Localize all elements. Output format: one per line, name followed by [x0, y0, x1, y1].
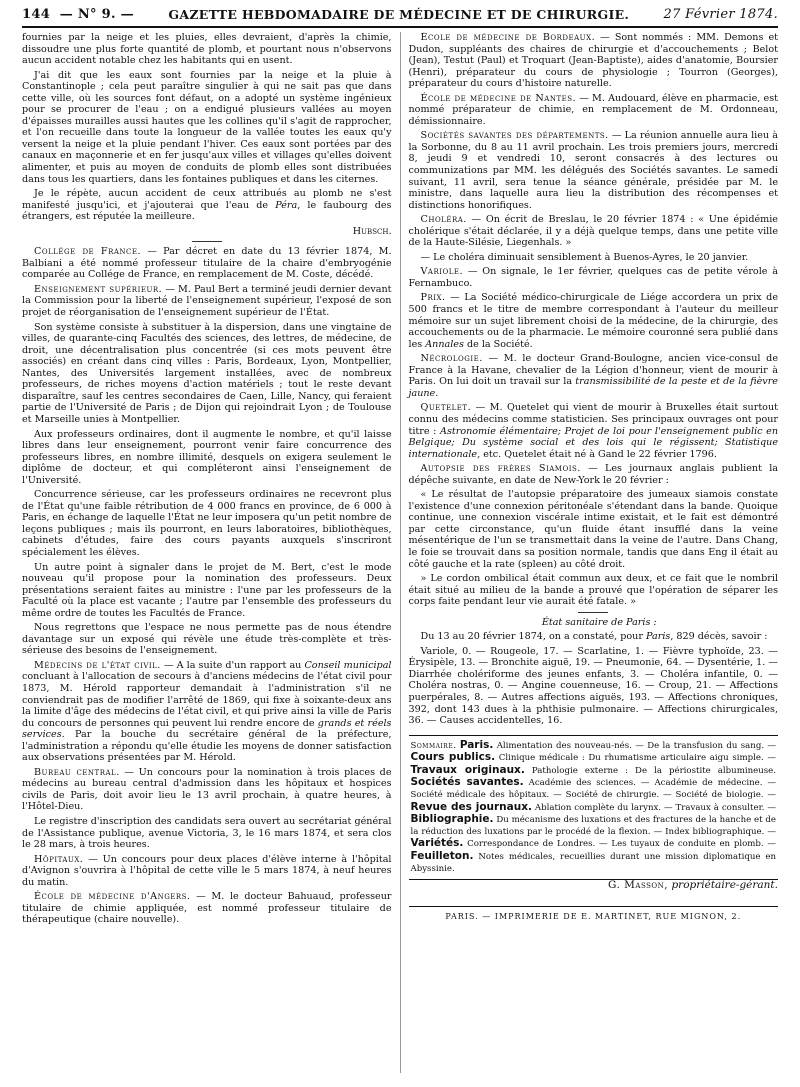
news-college-de-france: Collége de France. — Par décret en date du 13 février 1874, M. Balbiani a été nommé professeur titulaire de la chaire d'embryogénie comparée au Collége de France, en remplacement de M. Coste, décédé. [22, 246, 392, 281]
header-left [22, 7, 134, 22]
news-prix: Prix. — La Société médico-chirurgicale de Liége accordera un prix de 500 francs et le titre de membre correspondant à l'auteur du meilleur mémoire sur un sujet librement choisi de la médecine, de la chirurgie, des accouchements ou de la pharmacie. Le mémoire couronné sera publié dans les Annales de la Société. [408, 292, 778, 350]
section-heading: Bureau central. [34, 766, 120, 778]
paragraph: Concurrence sérieuse, car les professeurs ordinaires ne recevront plus de l'État qu'une faible rétribution de 4 000 francs en province, de 6 000 à Paris, en échange de laquelle l'État ne leur imposera qu'un petit nombre de leçons publiques ; mais ils pourront, en leurs laboratoires, bibliothèques, cabinets d'études, faire des cours payants auxquels s'inscriront spécialement les élèves. [22, 489, 392, 558]
paragraph: J'ai dit que les eaux sont fournies par la neige et la pluie à Constantinople ; cela peut paraître singulier à qui ne sait pas que dans cette ville, où les sources font défaut, on a adopté un système ingénieux pour se procurer de l'eau ; on a endigué plusieurs vallées au moyen d'épaisses murailles aussi hautes que les collines qu'il s'agit de rapprocher, et l'on recueille dans toute la longueur de la vallée toutes les eaux qu'y versent la neige et la pluie pendant l'hiver. Ces eaux sont portées par des canaux en maçonnerie et en fer jusqu'aux villes et villages qu'elles doivent alimenter, et puis au moyen de conduits de plomb elles sont distribuées dans tous les quartiers, dans les fontaines publiques et dans les citernes. [22, 69, 392, 185]
section-heading: Enseignement supérieur. [34, 283, 163, 295]
paragraph: Le registre d'inscription des candidats sera ouvert au secrétariat général de l'Assistance publique, avenue Victoria, 3, le 16 mars 1874, et sera clos le 28 mars, à trois heures. [22, 816, 392, 851]
paragraph: Son système consiste à substituer à la dispersion, dans une vingtaine de villes, de quarante-cinq Facultés des sciences, des lettres, de médecine, de droit, une décentralisation plus concentrée (si ces mots peuvent être associés) en créant dans cinq villes : Paris, Bordeaux, Lyon, Montpellier, Nantes, des Universités largement installées, avec de nombreux professeurs, de riches moyens d'action matériels ; tout le reste devant disparaître, sauf les centres secondaires de Caen, Lille, Nancy, qui feraient partie de l'Université de Paris ; de Dijon qui rejoindrait Lyon ; de Toulouse et Marseille unies à Montpellier. [22, 321, 392, 425]
section-heading: Choléra. [420, 214, 467, 226]
etat-sanitaire-title: État sanitaire de Paris : [541, 616, 657, 628]
publisher-line: G. Masson, propriétaire-gérant. [607, 879, 778, 892]
section-divider [192, 241, 222, 242]
news-bordeaux: École de médecine de Bordeaux. — Sont nommés : MM. Demons et Dudon, suppléants des chaires de chirurgie et d'accouchements ; Belot (Jean), Testut (Paul) et Troquart (Jean-Baptiste), aides d'anatomie, Boursier (Henri), préparateur du cours de physiologie ; Tourron (Georges), préparateur du cours d'histoire naturelle. [408, 32, 778, 90]
section-heading: Hôpitaux. [34, 853, 84, 865]
paragraph: Je le répète, aucun accident de ceux attribués au plomb ne s'est manifesté jusqu'ici, et j'ajouterai que l'eau de Péra, le faubourg des étrangers, est réputée la meilleure. [22, 188, 392, 223]
news-angers: École de médecine d'Angers. — M. le docteur Bahuaud, professeur titulaire de chimie appliquée, est nommé professeur titulaire de thérapeutique (chaire nouvelle). [22, 891, 392, 926]
mortality-list: Variole, 0. — Rougeole, 17. — Scarlatine, 1. — Fièvre typhoïde, 23. — Érysipèle, 13. — Bronchite aiguë, 19. — Pneumonie, 64. — Dysentérie, 1. — Diarrhée cholériforme des jeunes enfants, 3. — Choléra infantile, 0. — Choléra nostras, 0. — Angine couenneuse, 16. — Croup, 21. — Affections puerpérales, 8. — Autres affections aiguës, 193. — Affections chroniques, 392, dont 143 dues à la phthisie pulmonaire. — Affections chirurgicales, 36. — Causes accidentelles, 16. [408, 645, 778, 727]
news-variole: Variole. — On signale, le 1er février, quelques cas de petite vérole à Fernambuco. [408, 266, 778, 289]
news-etat-civil: Médecins de l'état civil. — A la suite d'un rapport au Conseil municipal concluant à l'allocation de secours à d'anciens médecins de l'état civil pour 1873, M. Hérold rapporteur demandait à l'administration s'il ne conviendrait pas de modifier l'arrêté de 1869, qui fixe à soixante-deux ans la limite d'âge des médecins de l'état civil, et qui prive ainsi la ville de Paris du concours de personnes qui peuvent lui rendre encore de grands et réels services. Par la bouche du secrétaire général de la préfecture, l'administration a répondu qu'elle étudie les moyens de donner satisfaction aux observations présentées par M. Hérold. [22, 659, 392, 764]
section-heading: Médecins de l'état civil. [34, 659, 161, 671]
section-heading: École de médecine de Nantes. [420, 92, 577, 104]
paragraph: Nous regrettons que l'espace ne nous permette pas de nous étendre davantage sur un exposé qui révèle une étude très-complète et très-sérieuse des besoins de l'enseignement. [22, 622, 392, 657]
section-heading: Quetelet. [420, 402, 472, 414]
summary-box: Sommaire. Paris. Alimentation des nouveau-nés. — De la transfusion du sang. — Cours publics. Clinique médicale : Du rhumatisme articulaire aigu simple. — Travaux originaux. Pathologie externe : De la périostite albumineuse. Sociétés savantes. Académie des sciences. — Académie de médecine. — Société médicale des hôpitaux. — Société de chirurgie. — Société de biologie. — Revue des journaux. Ablation complète du larynx. — Travaux à consulter. — Bibliographie. Du mécanisme des luxations et des fractures de la hanche et de la réduction des luxations par le procédé de la flexion. — Index bibliographique. — Variétés. Correspondance de Londres. — Les tuyaux de conduite en plomb. — Feuilleton. Notes médicales, recueillies durant une mission diplomatique en Abyssinie. [409, 735, 779, 881]
news-enseignement: Enseignement supérieur. — M. Paul Bert a terminé jeudi dernier devant la Commission pour la liberté de l'enseignement supérieur, l'exposé de son projet de réorganisation de l'enseignement supérieur de l'État. [22, 283, 392, 319]
news-necrologie: Nécrologie. — M. le docteur Grand-Boulogne, ancien vice-consul de France à la Havane, chevalier de la Légion d'honneur, vient de mourir à Paris. On lui doit un travail sur la transmissibilité de la peste et de la fièvre jaune. [408, 353, 778, 399]
right-column [401, 32, 779, 1073]
news-societes-savantes: Sociétés savantes des départements. — La réunion annuelle aura lieu à la Sorbonne, du 8 au 11 avril prochain. Les trois premiers jours, mercredi 8, jeudi 9 et vendredi 10, seront consacrés à des lectures ou communizations par MM. les délégués des Sociétés savantes. Le samedi suivant, 11 avril, sera tenue la séance générale, présidée par M. le ministre, dans laquelle aura lieu la distribution des récompenses et distinctions honorifiques. [408, 130, 778, 211]
footer-rule [409, 906, 779, 907]
issue-date: 27 Février 1874. [663, 6, 778, 22]
section-heading: Autopsie des frères Siamois. [420, 463, 581, 475]
section-heading: École de médecine d'Angers. [34, 891, 191, 903]
section-heading: Prix. [420, 292, 446, 304]
paragraph: Un autre point à signaler dans le projet de M. Bert, c'est le mode nouveau qu'il propose pour la nomination des professeurs. Deux présentations seraient faites au ministre : l'une par les professeurs de la Faculté où la place est vacante ; l'autre par l'ensemble des professeurs du même ordre de toutes les Facultés de France. [22, 561, 392, 619]
news-cholera: Choléra. — On écrit de Breslau, le 20 février 1874 : « Une épidémie cholérique s'était déclarée, il y a déjà quelque temps, dans une petite ville de la Haute-Silésie, Liegenhals. » [408, 214, 778, 249]
left-column [22, 32, 401, 1073]
section-divider [578, 612, 608, 613]
page-header [22, 2, 778, 28]
section-heading: Nécrologie. [420, 353, 483, 365]
paragraph: « Le résultat de l'autopsie préparatoire des jumeaux siamois constate l'existence d'une connexion péritonéale s'étendant dans la bande. Quoique continue, une connexion viscérale intime existait, et le fait est démontré par cette circonstance, qu'un fluide étant insufflé dans la veine mésentérique de l'un se transmettait dans la veine de l'autre. Dans Chang, le foie se trouvait dans sa position normale, tandis que dans Eng il était au côté gauche et la rate (spleen) au côté droit. [408, 489, 778, 570]
paragraph: — Le choléra diminuait sensiblement à Buenos-Ayres, le 20 janvier. [420, 251, 749, 263]
printer-imprint: PARIS. — IMPRIMERIE DE E. MARTINET, RUE MIGNON, 2. [445, 911, 742, 921]
paragraph: Aux professeurs ordinaires, dont il augmente le nombre, et qu'il laisse libres dans leur enseignement, pourront venir faire concurrence des professeurs libres, en nombre illimité, desquels on exigera seulement le diplôme de docteur, et qui compléteront ainsi l'enseignement de l'Université. [22, 428, 392, 486]
news-nantes: École de médecine de Nantes. — M. Audouard, élève en pharmacie, est nommé préparateur de chimie, en remplacement de M. Ordonneau, démissionnaire. [408, 92, 778, 127]
signature: Hubsch. [352, 225, 392, 237]
paragraph: fournies par la neige et les pluies, elles devraient, d'après la chimie, dissoudre une plus forte quantité de plomb, et pourtant nous n'observons aucun accident notable chez les habitants qui en usent. [22, 32, 392, 67]
paragraph: Du 13 au 20 février 1874, on a constaté, pour Paris, 829 décès, savoir : [420, 631, 768, 643]
summary-label: Sommaire. [410, 740, 457, 751]
paragraph: » Le cordon ombilical était commun aux deux, et ce fait que le nombril était situé au milieu de la bande a prouvé que l'opération de séparer les corps faite pendant leur vie aurait été fatale. » [408, 573, 778, 608]
section-heading: Sociétés savantes des départements. [420, 130, 609, 142]
news-quetelet: Quetelet. — M. Quetelet qui vient de mourir à Bruxelles était surtout connu des médecins comme statisticien. Ses principaux ouvrages ont pour titre : Astronomie élémentaire; Projet de loi pour l'enseignement public en Belgique; Du système social et des lois qui le régissent; Statistique internationale, etc. Quetelet était né à Gand le 22 février 1796. [408, 402, 778, 460]
section-heading: École de médecine de Bordeaux. [420, 32, 596, 43]
journal-title: GAZETTE HEBDOMADAIRE DE MÉDECINE ET DE CHIRURGIE. [168, 6, 630, 22]
section-heading: Variole. [420, 266, 464, 278]
section-heading: Collége de France. [34, 246, 142, 258]
issue-number: — N° 9. — [59, 6, 134, 22]
page-number: 144 [22, 6, 51, 22]
columns [22, 32, 778, 1073]
news-autopsie: Autopsie des frères Siamois. — Les journaux anglais publient la dépêche suivante, en date de New-York le 20 février : [408, 463, 778, 486]
news-hopitaux: Hôpitaux. — Un concours pour deux places d'élève interne à l'hôpital d'Avignon s'ouvrira à l'hôpital de cette ville le 5 mars 1874, à neuf heures du matin. [22, 853, 392, 888]
news-bureau-central: Bureau central. — Un concours pour la nomination à trois places de médecins au bureau central d'admission dans les hôpitaux et hospices civils de Paris, doit avoir lieu le 13 avril prochain, à quatre heures, à l'Hôtel-Dieu. [22, 766, 392, 813]
